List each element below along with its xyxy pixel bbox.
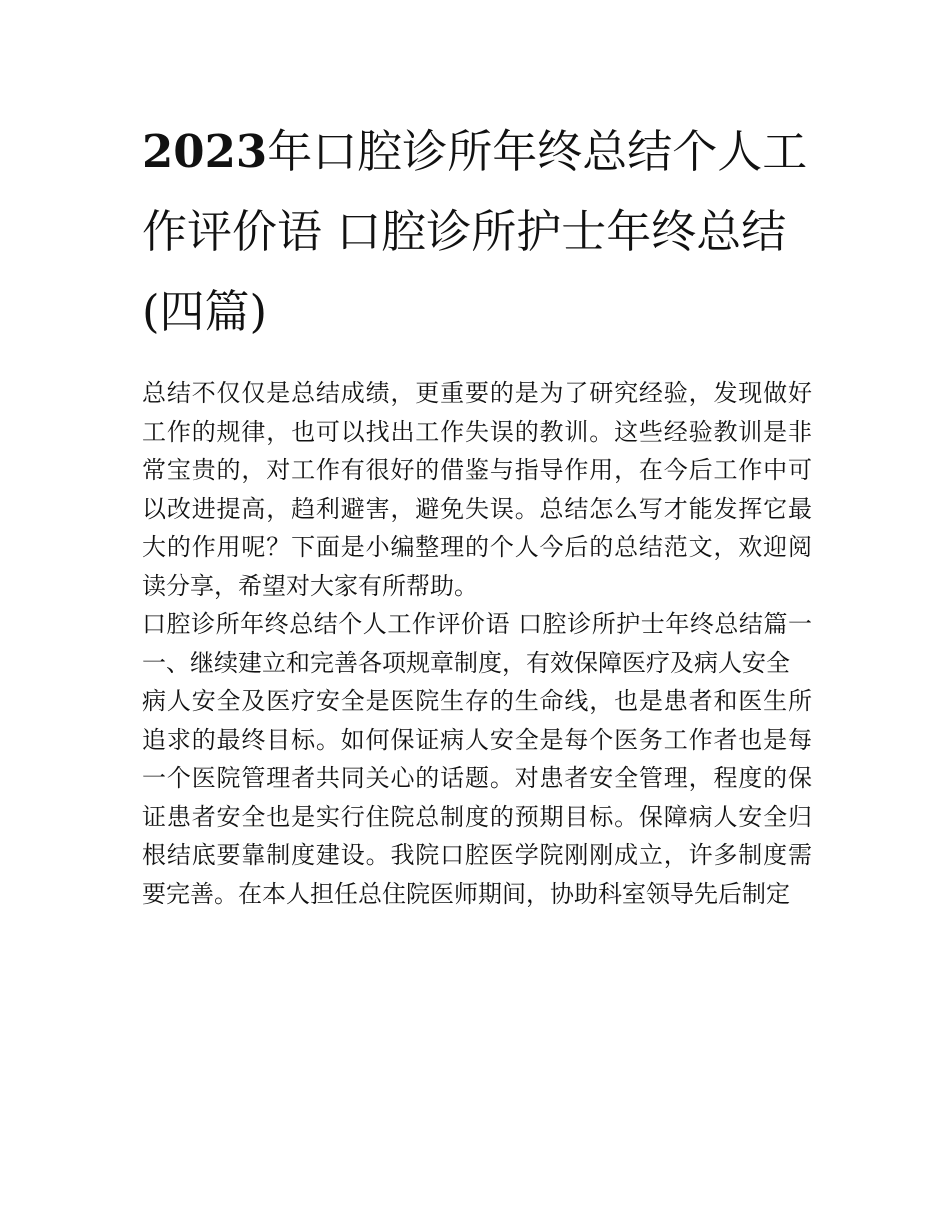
document-page [142, 112, 812, 913]
intro-paragraph: 总结不仅仅是总结成绩，更重要的是为了研究经验，发现做好工作的规律，也可以找出工作失误的教训。这些经验教训是非常宝贵的，对工作有很好的借鉴与指导作用，在今后工作中可以改进提高，趋利避害，避免失误。总结怎么写才能发挥它最大的作用呢？下面是小编整理的个人今后的总结范文，欢迎阅读分享，希望对大家有所帮助。 [142, 379, 812, 600]
section-heading-paragraph: 口腔诊所年终总结个人工作评价语 口腔诊所护士年终总结篇一一、继续建立和完善各项规章制度，有效保障医疗及病人安全 [142, 610, 812, 677]
document-title [142, 112, 812, 352]
title-text: 年口腔诊所年终总结个人工作评价语 口腔诊所护士年终总结(四篇) [142, 125, 808, 338]
body-paragraph: 病人安全及医疗安全是医院生存的生命线，也是患者和医生所追求的最终目标。如何保证病人安全是每个医务工作者也是每一个医院管理者共同关心的话题。对患者安全管理，程度的保证患者安全也是实行住院总制度的预期目标。保障病人安全归根结底要靠制度建设。我院口腔医学院刚刚成立，许多制度需要完善。在本人担任总住院医师期间，协助科室领导先后制定 [142, 687, 812, 908]
document-body [142, 374, 812, 913]
title-year: 2023 [142, 125, 268, 178]
